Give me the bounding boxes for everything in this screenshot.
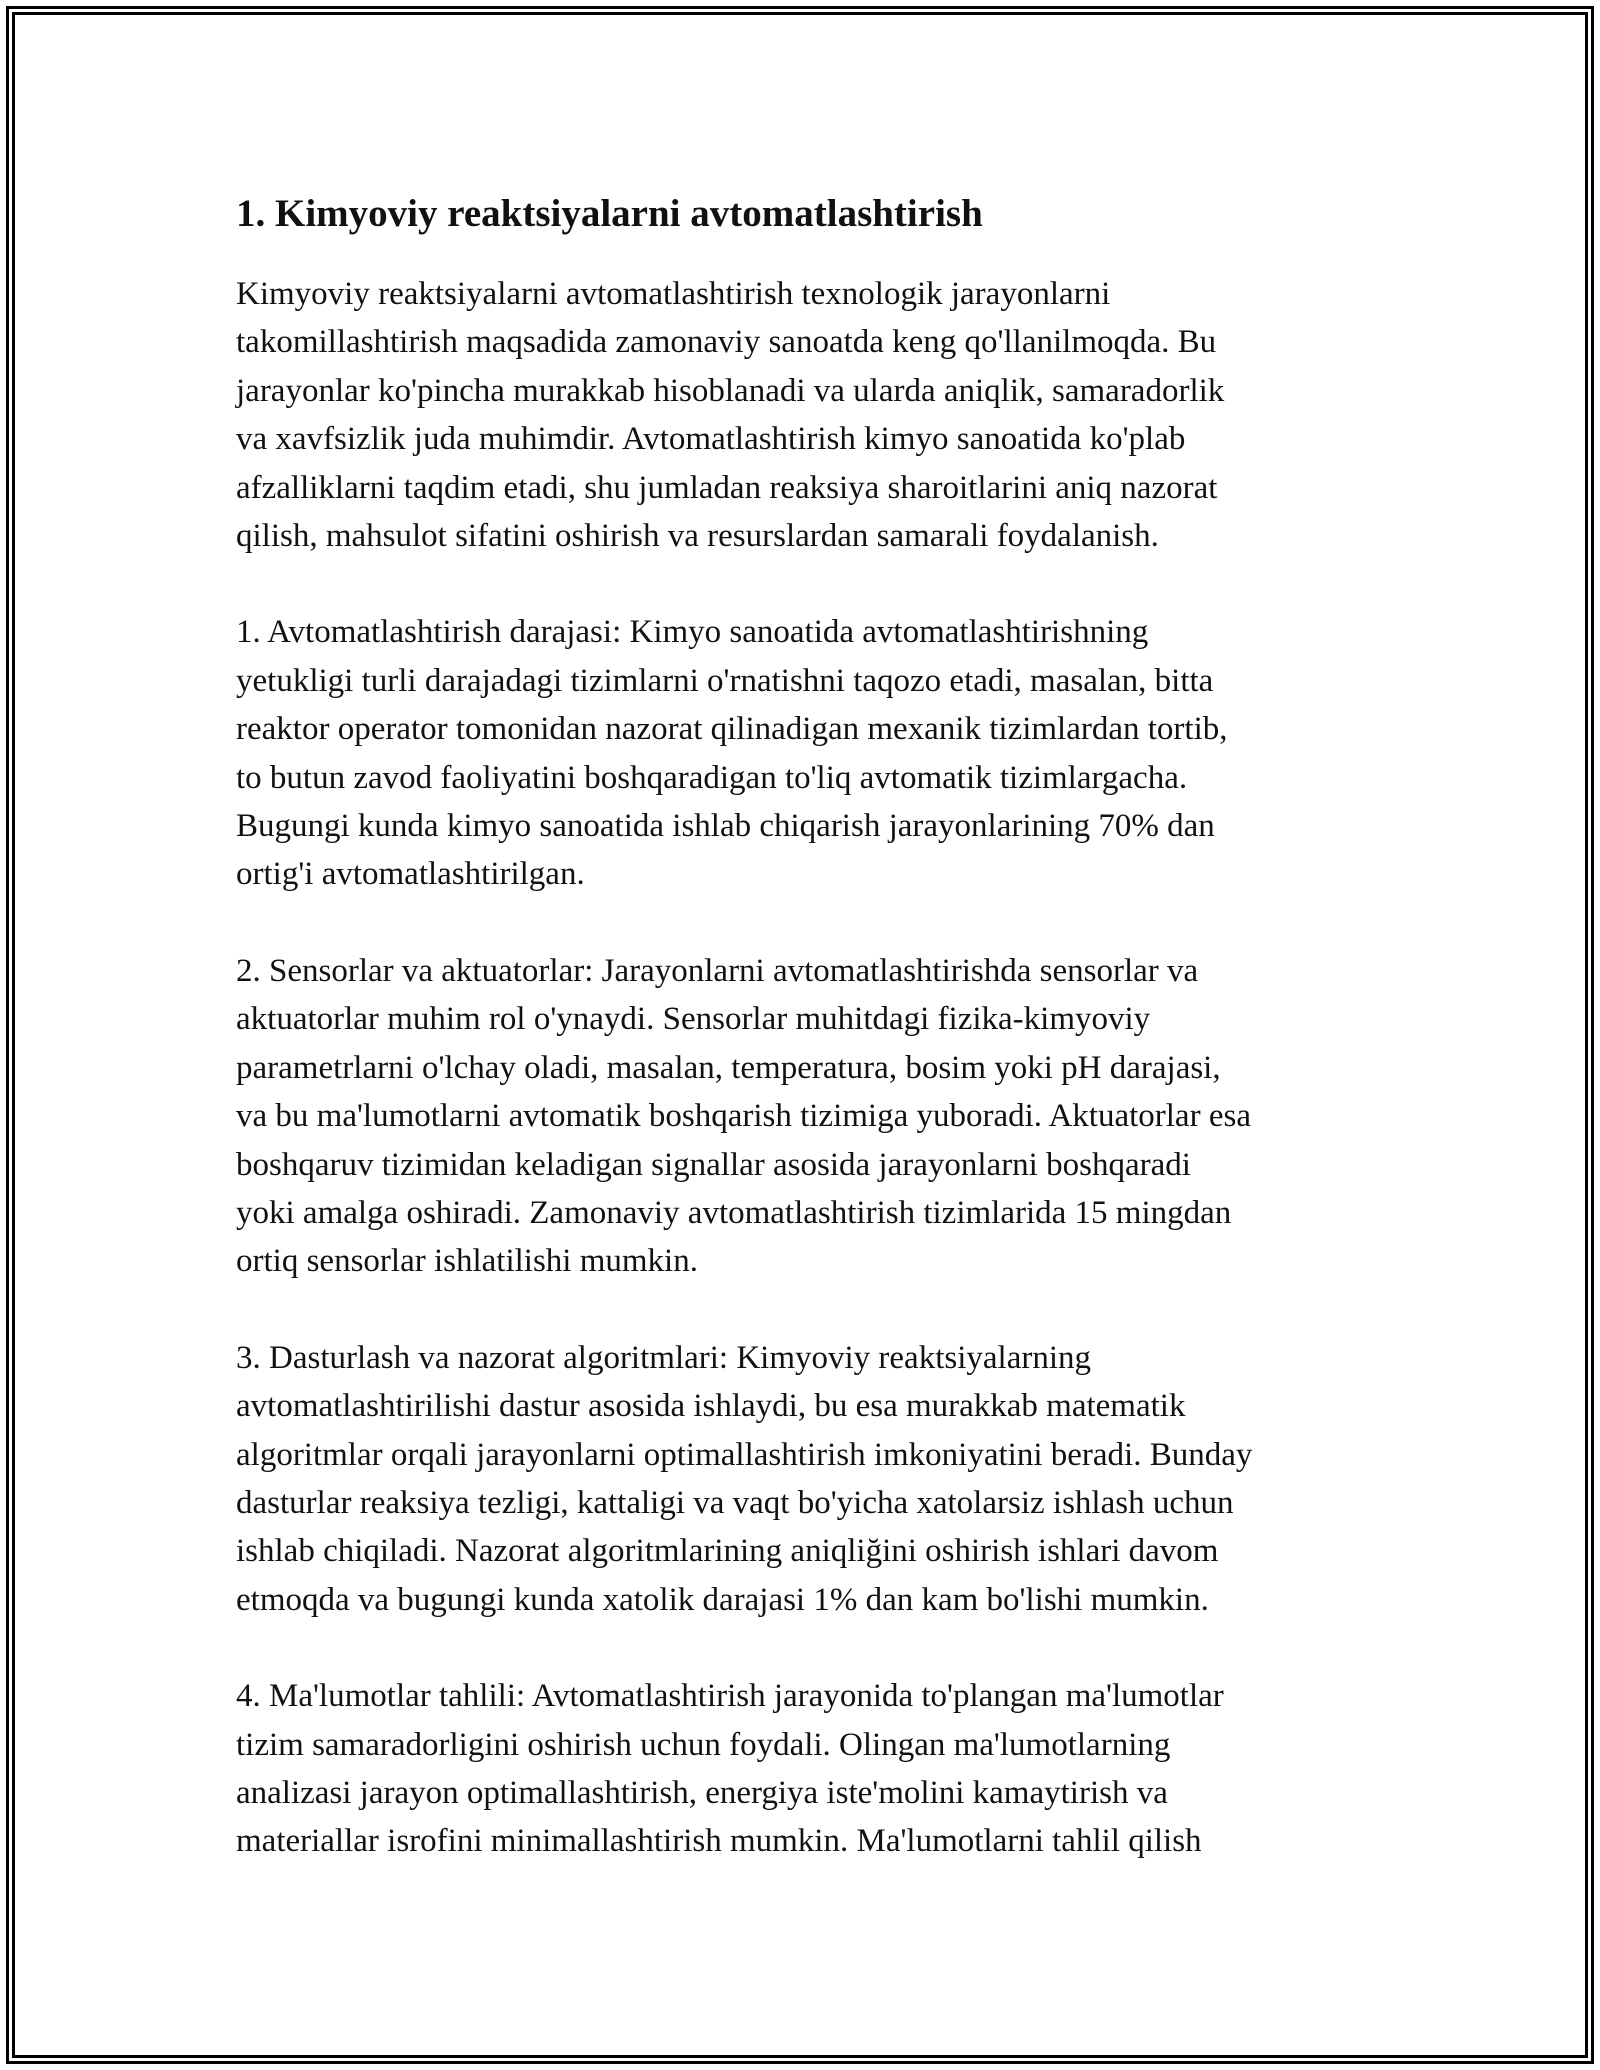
text-line: to butun zavod faoliyatini boshqaradigan to'liq avtomatik tizimlargacha.	[236, 759, 1188, 796]
text-line: yetukligi turli darajadagi tizimlarni o'rnatishni taqozo etadi, masalan, bitta	[236, 662, 1214, 699]
text-line: 3. Dasturlash va nazorat algoritmlari: Kimyoviy reaktsiyalarning	[236, 1339, 1092, 1376]
text-line: Bugungi kunda kimyo sanoatida ishlab chiqarish jarayonlarining 70% dan	[236, 808, 1215, 845]
paragraph-intro	[236, 270, 1376, 560]
text-line: parametrlarni o'lchay oladi, masalan, temperatura, bosim yoki pH darajasi,	[236, 1049, 1221, 1086]
text-line: aktuatorlar muhim rol o'ynaydi. Sensorlar muhitdagi fizika-kimyoviy	[236, 1001, 1151, 1038]
text-line: materiallar isrofini minimallashtirish mumkin. Ma'lumotlarni tahlil qilish	[236, 1823, 1202, 1860]
text-line: etmoqda va bugungi kunda xatolik darajasi 1% dan kam bo'lishi mumkin.	[236, 1581, 1209, 1618]
text-line: 2. Sensorlar va aktuatorlar: Jarayonlarni avtomatlashtirishda sensorlar va	[236, 952, 1199, 989]
text-line: yoki amalga oshiradi. Zamonaviy avtomatlashtirish tizimlarida 15 mingdan	[236, 1194, 1232, 1231]
document-title: 1. Kimyoviy reaktsiyalarni avtomatlashtirish	[236, 192, 983, 235]
text-line: ortiq sensorlar ishlatilishi mumkin.	[236, 1243, 698, 1280]
paragraph-programming-algorithms	[236, 1334, 1376, 1624]
text-line: tizim samaradorligini oshirish uchun foydali. Olingan ma'lumotlarning	[236, 1726, 1171, 1763]
text-line: qilish, mahsulot sifatini oshirish va resurslardan samarali foydalanish.	[236, 518, 1159, 555]
paragraph-automation-level	[236, 608, 1376, 898]
paragraph-data-analysis	[236, 1672, 1376, 1866]
text-line: analizasi jarayon optimallashtirish, energiya iste'molini kamaytirish va	[236, 1774, 1168, 1811]
text-line: reaktor operator tomonidan nazorat qilinadigan mexanik tizimlardan tortib,	[236, 711, 1228, 748]
text-line: avtomatlashtirilishi dastur asosida ishlaydi, bu esa murakkab matematik	[236, 1388, 1186, 1425]
paragraph-sensors-actuators	[236, 947, 1376, 1286]
document-body	[236, 186, 1376, 1914]
text-line: boshqaruv tizimidan keladigan signallar asosida jarayonlarni boshqaradi	[236, 1146, 1191, 1183]
text-line: dasturlar reaksiya tezligi, kattaligi va vaqt bo'yicha xatolarsiz ishlash uchun	[236, 1484, 1234, 1521]
text-line: va xavfsizlik juda muhimdir. Avtomatlashtirish kimyo sanoatida ko'plab	[236, 421, 1186, 458]
text-line: takomillashtirish maqsadida zamonaviy sanoatda keng qo'llanilmoqda. Bu	[236, 324, 1217, 361]
text-line: afzalliklarni taqdim etadi, shu jumladan reaksiya sharoitlarini aniq nazorat	[236, 469, 1218, 506]
text-line: jarayonlar ko'pincha murakkab hisoblanadi va ularda aniqlik, samaradorlik	[236, 372, 1225, 409]
text-line: 4. Ma'lumotlar tahlili: Avtomatlashtirish jarayonida to'plangan ma'lumotlar	[236, 1678, 1224, 1715]
text-line: Kimyoviy reaktsiyalarni avtomatlashtirish texnologik jarayonlarni	[236, 276, 1111, 312]
text-line: ortig'i avtomatlashtirilgan.	[236, 856, 585, 893]
text-line: ishlab chiqiladi. Nazorat algoritmlarining aniqliğini oshirish ishlari davom	[236, 1533, 1219, 1570]
text-line: algoritmlar orqali jarayonlarni optimallashtirish imkoniyatini beradi. Bunday	[236, 1436, 1253, 1473]
text-line: 1. Avtomatlashtirish darajasi: Kimyo sanoatida avtomatlashtirishning	[236, 614, 1149, 651]
text-line: va bu ma'lumotlarni avtomatik boshqarish tizimiga yuboradi. Aktuatorlar esa	[236, 1098, 1251, 1135]
